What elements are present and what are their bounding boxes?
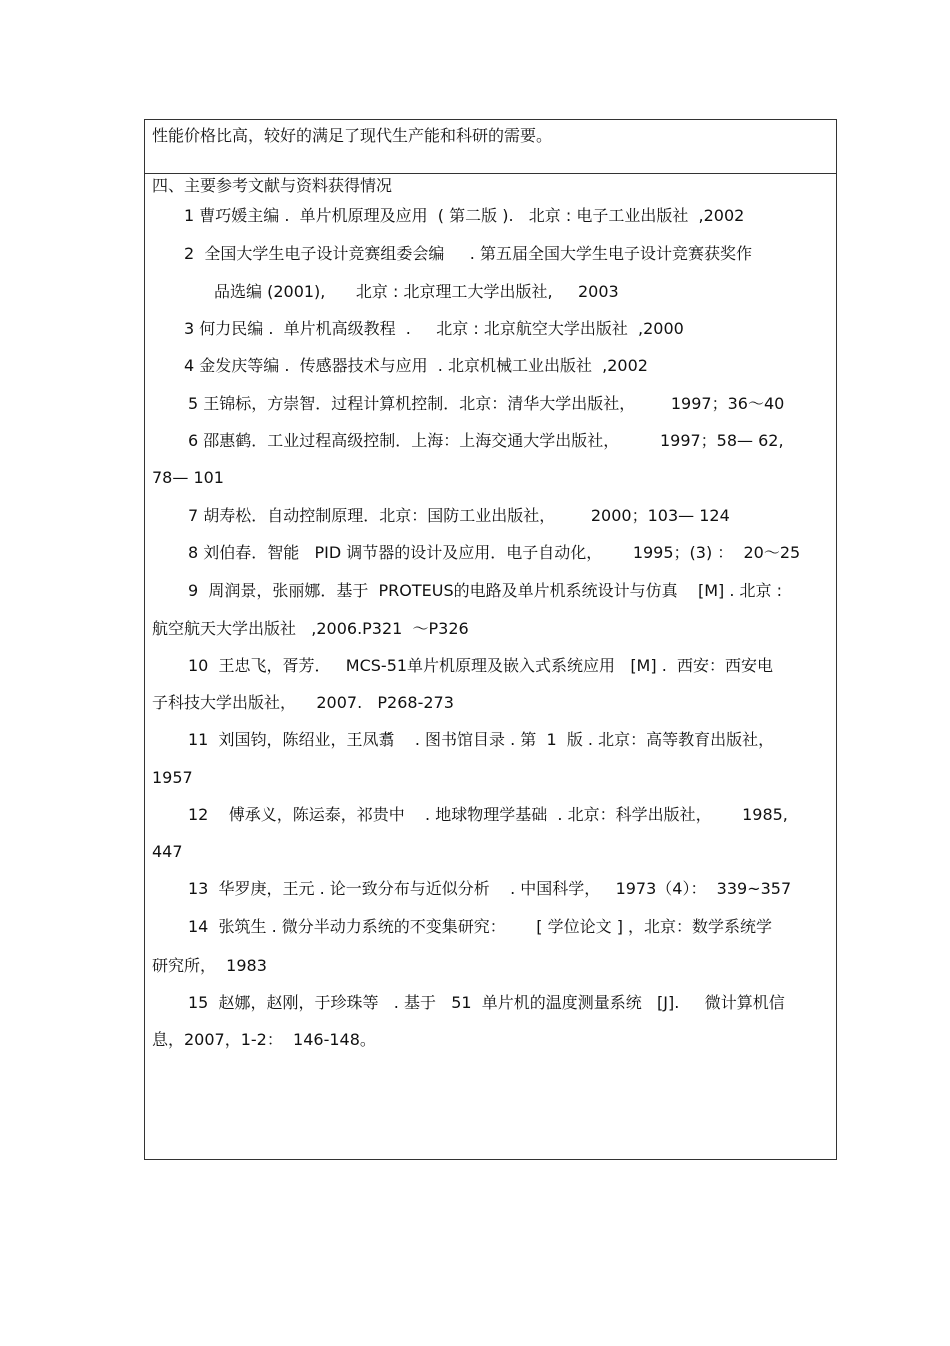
reference-line-continuation: 航空航天大学出版社 ,2006.P321 ～P326 xyxy=(152,619,469,638)
reference-line: 9 周润景，张丽娜．基于 PROTEUS的电路及单片机系统设计与仿真 [M] . 北京 : xyxy=(188,581,783,600)
reference-line-continuation: 品选编 (2001), 北京 : 北京理工大学出版社, 2003 xyxy=(214,282,619,301)
top-cell-text: 性能价格比高，较好的满足了现代生产能和科研的需要。 xyxy=(152,126,553,145)
reference-line-continuation: 研究所， 1983 xyxy=(152,956,267,975)
reference-line: 2 全国大学生电子设计竞赛组委会编 . 第五届全国大学生电子设计竞赛获奖作 xyxy=(184,244,752,263)
reference-line: 11 刘国钧，陈绍业，王凤翥 . 图书馆目录 . 第 1 版 . 北京：高等教育出版社， xyxy=(188,730,775,749)
reference-line-continuation: 子科技大学出版社， 2007. P268-273 xyxy=(152,693,454,712)
reference-line: 6 邵惠鹤．工业过程高级控制．上海：上海交通大学出版社， 1997；58— 62, xyxy=(188,431,784,450)
reference-line: 5 王锦标，方崇智．过程计算机控制．北京：清华大学出版社， 1997；36～40 xyxy=(188,394,785,413)
reference-line: 14 张筑生 . 微分半动力系统的不变集研究： [ 学位论文 ] ，北京：数学系统学 xyxy=(188,917,773,936)
reference-line-continuation: 1957 xyxy=(152,768,193,787)
reference-line: 15 赵娜，赵刚，于珍珠等 . 基于 51 单片机的温度测量系统 [J]. 微计算机信 xyxy=(188,993,785,1012)
reference-line: 4 金发庆等编 . 传感器技术与应用 . 北京机械工业出版社 ,2002 xyxy=(184,356,648,375)
reference-line-continuation: 447 xyxy=(152,842,183,861)
reference-line: 13 华罗庚，王元 . 论一致分布与近似分析 . 中国科学， 1973（4）： 339~357 xyxy=(188,879,792,898)
reference-line-continuation: 息，2007，1-2： 146-148。 xyxy=(152,1030,376,1049)
reference-line: 12 傅承义，陈运泰，祁贵中 . 地球物理学基础 . 北京：科学出版社， 1985, xyxy=(188,805,788,824)
reference-line: 1 曹巧媛主编 . 单片机原理及应用 ( 第二版 ). 北京 : 电子工业出版社 ,2002 xyxy=(184,206,745,225)
reference-line: 8 刘伯春．智能 PID 调节器的设计及应用．电子自动化， 1995；(3) ： 20～25 xyxy=(188,543,801,562)
section-heading: 四、主要参考文献与资料获得情况 xyxy=(152,176,393,195)
table-row-divider xyxy=(144,173,837,174)
reference-line: 3 何力民编 . 单片机高级教程 . 北京 : 北京航空大学出版社 ,2000 xyxy=(184,319,684,338)
reference-line: 10 王忠飞，胥芳． MCS-51单片机原理及嵌入式系统应用 [M] . 西安：西安电 xyxy=(188,656,773,675)
reference-line: 7 胡寿松．自动控制原理．北京：国防工业出版社， 2000；103— 124 xyxy=(188,506,730,525)
reference-line-continuation: 78— 101 xyxy=(152,468,224,487)
